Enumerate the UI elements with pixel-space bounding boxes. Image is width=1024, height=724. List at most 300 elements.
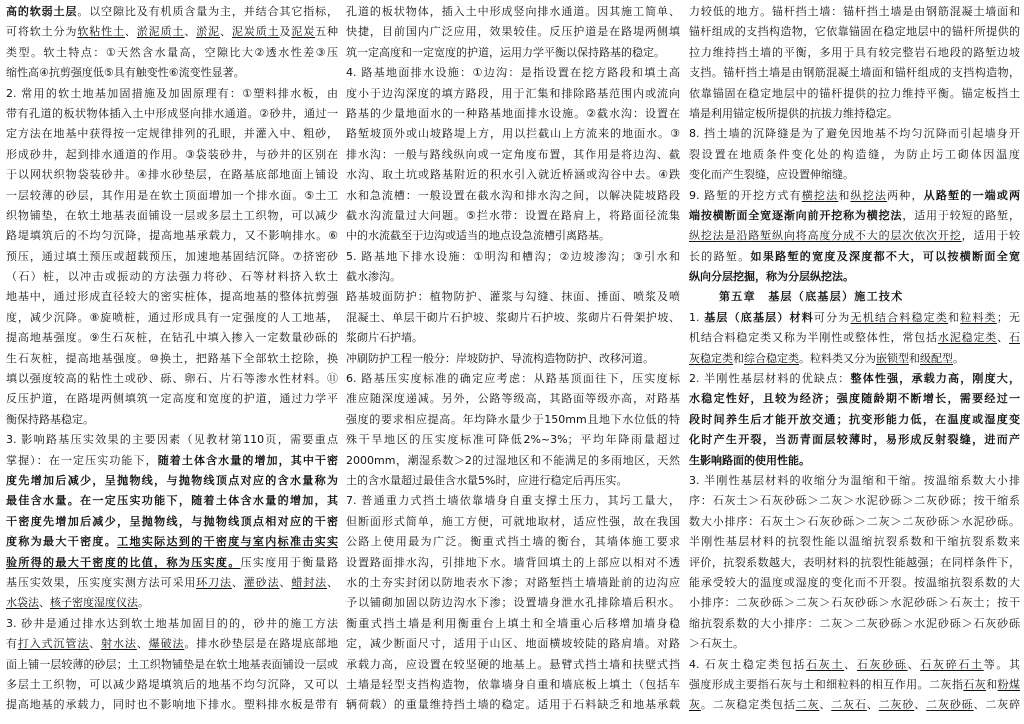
text-run: 3. 半刚性基层材料的收缩分为温缩和干缩。按温缩系数大小排	[689, 473, 1020, 487]
text-line	[689, 532, 1020, 552]
bold-text: 随着土体含水量的增加，其中干密	[157, 453, 338, 467]
text-line	[6, 451, 338, 471]
paragraph	[689, 186, 1020, 288]
text-run: 8. 挡土墙的沉降缝是为了避免因地基不均匀沉降而引起墙身开	[689, 127, 1020, 141]
text-run: 2. 常用的软土地基加固措施及加固原理有：①塑料排水板，由	[6, 86, 338, 100]
text-line	[346, 512, 680, 532]
text-line	[689, 553, 1020, 573]
paragraph	[346, 2, 680, 63]
underlined-text: 淤泥	[196, 25, 221, 39]
paragraph	[346, 369, 680, 491]
underlined-text: 水泥稳定类	[937, 331, 998, 345]
text-line	[346, 593, 680, 613]
text-run: 压实度用于衡量路	[240, 555, 338, 569]
text-line	[6, 512, 338, 532]
paragraph	[346, 63, 680, 247]
text-run: 和	[948, 310, 961, 324]
text-run: 可分为	[813, 310, 851, 324]
bold-text: 基层（底基层）材料	[704, 310, 814, 324]
text-run: 度小于边沟深度的填方路段，用于汇集和排除路基范围内或流向	[346, 86, 680, 100]
bold-text: 度称为最大干密度。	[6, 535, 118, 549]
text-run: 带有孔道的板状物体插入土中形成竖向排水通道。②砂井，通过一	[6, 106, 338, 120]
underlined-text: 粒料类	[960, 310, 997, 324]
paragraph	[689, 655, 1020, 716]
text-line	[346, 308, 680, 328]
text-run: 能承受较大的温度或湿度的变化而不开裂。按温缩抗裂系数的大	[689, 575, 1020, 589]
underlined-text: 综合稳定类	[744, 351, 799, 365]
text-line	[6, 349, 338, 369]
bold-underlined-text: 验所得的最大干密度的比值，称为压实度。	[6, 555, 241, 569]
underlined-text: 石	[1009, 331, 1020, 345]
text-run: 3. 砂井是通过排水达到软土地基加固目的的，砂井的施工方法	[6, 616, 338, 630]
text-line	[689, 491, 1020, 511]
text-line	[346, 614, 680, 634]
paragraph	[346, 247, 680, 288]
text-run: 孔道的板状物体，插入土中形成竖向排水通道。因其施工简单、	[346, 5, 680, 18]
text-run: 织物铺垫，在软土地基表面铺设一层或多层土工织物，可以减少	[6, 208, 338, 222]
text-line	[6, 63, 338, 83]
bold-text: 干密度先增加后减少，呈抛物线，与抛物线顶点相对应的干密	[6, 514, 338, 528]
text-run: 五种	[315, 25, 338, 39]
text-line	[346, 675, 680, 695]
text-run: 强度的要求相应提高。年均降水量少于150mm且地下水位低的特	[346, 412, 680, 426]
text-run: 于以网状织物袋装砂井。④排水砂垫层，在路基底部地面上铺设	[6, 168, 338, 182]
text-run: 、	[136, 637, 149, 651]
text-line	[6, 104, 338, 124]
text-column-middle	[346, 2, 680, 720]
text-run: 5. 路基地下排水设施：①明沟和槽沟；②边坡渗沟；③引水和	[346, 249, 680, 263]
text-run: 和	[838, 188, 851, 202]
text-run: ＞石灰土。	[689, 637, 744, 651]
underlined-text: 灰稳定类	[689, 351, 733, 365]
text-line	[689, 430, 1020, 450]
chapter-heading: 第五章 基层（底基层）施工技术	[719, 290, 904, 304]
text-line	[346, 430, 680, 450]
text-run: 。粒料类又分为	[799, 351, 876, 365]
text-line	[689, 22, 1020, 42]
text-line	[6, 369, 338, 389]
paragraph	[346, 491, 680, 715]
text-line	[689, 410, 1020, 430]
text-run: 、	[39, 596, 50, 610]
text-run: 公路上使用最为广泛。衡重式挡土墙的衡台，其墙体施工要求	[346, 535, 680, 549]
text-line	[689, 389, 1020, 409]
text-run: 衡重式挡土墙是利用衡重台上填土和全墙重心后移增加墙身稳	[346, 616, 680, 630]
text-line	[689, 471, 1020, 491]
text-run: 机结合料稳定类又称为半刚性或整体性，常包括	[689, 331, 938, 345]
paragraph	[6, 614, 338, 716]
text-line	[346, 2, 680, 22]
bold-text: 从路堑的一端或两	[923, 188, 1020, 202]
text-line	[689, 573, 1020, 593]
text-run: 、	[844, 657, 857, 671]
text-line	[689, 206, 1020, 226]
text-line	[6, 491, 338, 511]
text-run: 辆荷载）的重量维持挡土墙的稳定。适用于石料缺乏和地基承载	[346, 698, 680, 712]
text-line	[346, 471, 680, 491]
text-run: 6. 路基压实度标准的确定应考虑：从路基顶面往下，压实度标	[346, 372, 680, 386]
text-line	[346, 287, 680, 307]
text-line	[6, 22, 338, 42]
text-line	[6, 328, 338, 348]
text-run: 墙是利用锚定板所提供的抗拔力维持稳定。	[689, 106, 898, 120]
text-run: 2. 半刚性基层材料的优缺点：	[689, 372, 851, 386]
text-run: 3. 影响路基压实效果的主要因素（见教材第110页，需要重点	[6, 433, 338, 447]
bold-text: 最佳含水量。在一定压实功能下，随着土体含水量的增加，其	[6, 494, 338, 508]
text-line	[6, 614, 338, 634]
text-run: 和	[986, 677, 998, 691]
text-line	[689, 328, 1020, 348]
text-line	[346, 328, 680, 348]
text-line	[6, 124, 338, 144]
text-line	[346, 63, 680, 83]
text-line	[689, 145, 1020, 165]
text-run: 7. 普通重力式挡土墙依靠墙身自重支撑土压力，其圬工量大，	[346, 494, 680, 508]
bold-text: 段时间养生后才能开放交通；抗变形能力低，在温度或湿度变	[689, 412, 1020, 426]
text-run: 截水沟流量过大问题。⑤拦水带：设置在路肩上，将路面径流集	[346, 208, 680, 222]
text-run: 路堑坡顶外或山坡路堤上方，用以拦截山上方流来的地面水。③	[346, 127, 680, 141]
text-line	[346, 267, 680, 287]
text-line	[689, 308, 1020, 328]
text-run: 缩性高④抗剪强度低⑤具有触变性⑥流变性显著。	[6, 66, 245, 80]
text-run: 依靠锚固在稳定地层中的锚杆提供的拉力维持平衡。锚定板挡土	[689, 86, 1020, 100]
text-line	[689, 63, 1020, 83]
text-line	[6, 695, 338, 715]
text-line	[346, 655, 680, 675]
text-line	[6, 573, 338, 593]
text-run: 设置路面排水沟，引排地下水。墙背回填土的上部应以相对不透	[346, 555, 680, 569]
bold-text: 度先增加后减少，呈抛物线，与抛物线顶点对应的含水量称为	[6, 473, 338, 487]
underlined-text: 爆破法	[148, 637, 185, 651]
text-run: 、	[184, 25, 197, 39]
text-line	[689, 124, 1020, 144]
text-run: 2000mm，潮湿系数＞2的过湿地区和不能满足的多雨地区，天然	[346, 453, 680, 467]
text-line	[6, 675, 338, 695]
text-line	[689, 267, 1020, 287]
text-line	[6, 145, 338, 165]
text-run: 填以强度较高的粘性土或砂、砾、卵石、片石等渗水性材料。⑪	[6, 372, 338, 386]
text-column-right	[689, 2, 1020, 720]
text-run: 水的土夯实封闭以防地表水下渗；对路堑挡土墙墙趾前的边沟应	[346, 575, 680, 589]
text-run: 水和急流槽：一般设置在截水沟和排水沟之间，以解决陡坡路段	[346, 188, 680, 202]
text-run: 掌握）：在一定压实功能下，	[6, 453, 158, 467]
underlined-text: 二灰石	[831, 698, 867, 712]
underlined-text: 级配型	[920, 351, 953, 365]
underlined-text: 环刀法	[196, 575, 232, 589]
text-run: 多层土工织物，可以减少路堤填筑后的地基不均匀沉降，又可以	[6, 677, 338, 691]
text-run: 变化而产生裂缝，应设置伸缩缝。	[689, 168, 854, 182]
text-run: 中的水流截至于边沟或适当的地点设急流槽引离路基。	[346, 229, 610, 243]
text-run: 定，减少断面尺寸，适用于山区、地面横坡较陡的路肩墙。对路	[346, 637, 680, 651]
text-run: 。排水砂垫层是在路堤底部地	[184, 637, 338, 651]
text-run: 衡保持路基稳定。	[6, 412, 94, 426]
underlined-text: 石灰碎石土	[920, 657, 984, 671]
text-run: 、	[907, 657, 921, 671]
text-run: 、	[279, 575, 292, 589]
text-run: 拉力维持挡土墙的平衡，多用于具有较完整岩石地段的路堑边坡	[689, 45, 1020, 59]
text-line	[6, 593, 338, 613]
text-run: 排水沟：一般与路线纵向或一定角度布置，其作用是将边沟、截	[346, 147, 680, 161]
text-run: 强度形成主要指石灰与土和细粒料的相互作用。二灰指	[689, 677, 964, 691]
text-line	[346, 145, 680, 165]
text-run: 预压，通过填土预压或超载预压，加速地基固结沉降。⑦挤密砂	[6, 249, 338, 263]
text-run: 、二灰碎	[973, 698, 1020, 712]
text-run: 浆砌片石护墙。	[346, 331, 423, 345]
text-run: 、	[819, 698, 832, 712]
underlined-text: 灰	[689, 698, 701, 712]
text-line	[346, 43, 680, 63]
bold-text: 如果路堑的宽度及深度都不大，可以按横断面全宽	[750, 249, 1020, 263]
text-run: 。二灰稳定类包括	[700, 698, 796, 712]
text-run: 两种，	[887, 188, 924, 202]
underlined-text: 打入式沉管法	[17, 637, 90, 651]
text-line	[346, 491, 680, 511]
text-run: 冲刷防护工程一般分：岸坡防护、导流构造物防护、改移河道。	[346, 351, 654, 365]
text-line	[346, 186, 680, 206]
text-line	[689, 104, 1020, 124]
text-line	[346, 634, 680, 654]
text-line	[6, 410, 338, 430]
bold-text: 高的软弱土层	[6, 5, 78, 18]
text-run: 支挡。锚杆挡土墙是由钢筋混凝土墙面和锚杆组成的支挡构造物，	[689, 66, 1020, 80]
underlined-text: 纵挖法	[850, 188, 888, 202]
text-run: 4. 石灰土稳定类包括	[689, 657, 807, 671]
text-column-left	[6, 2, 338, 720]
text-line	[346, 695, 680, 715]
text-run: 及	[279, 25, 292, 39]
paragraph	[346, 287, 680, 348]
underlined-text: 泥炭	[291, 25, 316, 39]
text-run: 路基坡面防护：植物防护、灌浆与勾缝、抹面、捶面、喷浆及喷	[346, 290, 680, 304]
text-line	[346, 84, 680, 104]
paragraph	[689, 369, 1020, 471]
text-line	[346, 206, 680, 226]
text-run: 半刚性基层材料的抗裂性能以温缩抗裂系数和干缩抗裂系数来	[689, 535, 1020, 549]
text-run: 有	[6, 637, 18, 651]
text-line	[6, 553, 338, 573]
bold-text: 化时产生开裂，当沥青面层较薄时，易形成反射裂缝，进而产	[689, 433, 1020, 447]
text-run: 、	[327, 575, 338, 589]
text-line	[346, 124, 680, 144]
text-run: ；无	[996, 310, 1020, 324]
underlined-text: 水袋法	[6, 596, 39, 610]
text-run: 小排序：二灰砂砾＞二灰＞石灰砂砾＞水泥砂砾＞石灰土；按干	[689, 596, 1020, 610]
text-line	[689, 43, 1020, 63]
text-run: 水沟、取土坑或路基附近的积水引入就近桥涵或沟谷中去。④跌	[346, 168, 680, 182]
bold-text: 纵向分层挖掘，称为分层纵挖法。	[689, 270, 854, 284]
paragraph	[6, 84, 338, 431]
text-line	[6, 247, 338, 267]
text-run: 、	[89, 637, 102, 651]
text-line	[689, 634, 1020, 654]
text-run: 、	[914, 698, 927, 712]
bold-text: 生影响路面的使用性能。	[689, 453, 810, 467]
text-run: 提高地基的承载力，同时也不影响地下排水。塑料排水板是带有	[6, 698, 338, 712]
text-line	[689, 655, 1020, 675]
text-run: 但断面形式简单，施工方便，可就地取材，适应性强，故在我国	[346, 514, 680, 528]
text-run: 基压实效果，压实度实测方法可采用	[6, 575, 197, 589]
underlined-text: 二灰	[795, 698, 820, 712]
text-run: 快捷，目前国内广泛应用，效果较佳。反压护道是在路堤两侧填	[346, 25, 680, 39]
text-run: 长的路堑。	[689, 249, 751, 263]
text-run: 1.	[689, 310, 705, 324]
text-line	[6, 84, 338, 104]
text-run: ，适用于较	[961, 229, 1020, 243]
text-line	[6, 532, 338, 552]
text-run: 一层较薄的砂层，其作用是在软土顶面增加一个排水面。⑤土工	[6, 188, 338, 202]
text-line	[689, 247, 1020, 267]
text-run: 和	[733, 351, 744, 365]
paragraph	[689, 308, 1020, 369]
underlined-text: 核子密度湿度仪法	[50, 596, 138, 610]
text-line	[6, 287, 338, 307]
bold-text: 水稳定性好，且较为经济；强度随龄期不断增长，需要经过一	[689, 392, 1020, 406]
text-line	[689, 84, 1020, 104]
underlined-text: 软粘性土	[77, 25, 125, 39]
text-run: 生石灰桩，提高地基强度。⑩换土，把路基下全部软土挖除，换	[6, 351, 338, 365]
text-line	[346, 247, 680, 267]
text-run: ，适用于较短的路堑，	[902, 208, 1020, 222]
text-run: 、	[231, 575, 244, 589]
text-run: 准应随深度递减。另外，公路等级高，其路面等级亦高，对路基	[346, 392, 680, 406]
text-line	[689, 695, 1020, 715]
text-line	[689, 226, 1020, 246]
underlined-text: 石灰土	[806, 657, 845, 671]
underlined-text: 射水法	[101, 637, 137, 651]
text-run: 锚杆组成的支挡构造物，它依靠锚固在稳定地层中的锚杆所提供的	[689, 25, 1020, 39]
text-run: 4. 路基地面排水设施：①边沟：是指设置在挖方路段和填土高	[346, 66, 680, 80]
text-line	[689, 675, 1020, 695]
underlined-text: 无机结合料稳定类	[850, 310, 949, 324]
text-run: 承载力高，应设置在较坚硬的地基上。悬臂式挡土墙和扶壁式挡	[346, 657, 680, 671]
text-line	[346, 553, 680, 573]
text-run: 土墙是轻型支挡构造物，依靠墙身自重和墙底板上填土（包括车	[346, 677, 680, 691]
text-line	[346, 22, 680, 42]
text-line	[689, 165, 1020, 185]
text-line	[6, 471, 338, 491]
bold-underlined-text: 工地实际达到的干密度与室内标准击实实	[117, 535, 338, 549]
text-line	[346, 369, 680, 389]
text-run: 。	[138, 596, 149, 610]
text-run: 土的含水量超过最佳含水量5%时，应进行稳定后再压实。	[346, 473, 628, 487]
underlined-text: 石灰砂砾	[856, 657, 908, 671]
text-line	[346, 226, 680, 246]
underlined-text: 灌砂法	[243, 575, 280, 589]
text-run: 、	[124, 25, 137, 39]
text-line	[346, 573, 680, 593]
underlined-text: 粉煤	[997, 677, 1020, 691]
underlined-text: 泥炭质土	[231, 25, 280, 39]
text-line	[689, 593, 1020, 613]
text-line	[6, 206, 338, 226]
underlined-text: 二灰砂砾	[926, 698, 974, 712]
paragraph	[346, 349, 680, 369]
text-run: 和	[909, 351, 920, 365]
text-line	[6, 267, 338, 287]
text-run: 可将软土分为	[6, 25, 78, 39]
text-line	[346, 349, 680, 369]
text-run: 缩抗裂系数的大小排序：二灰＞二灰砂砾＞水泥砂砾＞石灰砂砾	[689, 616, 1020, 630]
text-line	[6, 308, 338, 328]
text-line	[6, 2, 338, 22]
text-line	[6, 634, 338, 654]
text-run: 定方法在地基中获得按一定规律排列的孔眼，并灌入中、粗砂，	[6, 127, 338, 141]
text-run: 度，减少沉降。⑧旋喷桩，通过形成具有一定强度的人工地基，	[6, 310, 338, 324]
text-line	[689, 369, 1020, 389]
text-run: 类型。软土特点：①天然含水量高，空隙比大②透水性差③压	[6, 45, 338, 59]
text-run: 评价，抗裂系数越大，表明材料的抗裂性能越强；在同样条件下，	[689, 555, 1020, 569]
text-run: 截水渗沟。	[346, 270, 401, 284]
underlined-text: 蜡封法	[291, 575, 328, 589]
text-run: 路基的少量地面水的一种路基地面排水设施。②截水沟：设置在	[346, 106, 680, 120]
bold-text: 整体性强，承载力高，刚度大，	[850, 372, 1020, 386]
text-line	[689, 349, 1020, 369]
text-line	[346, 104, 680, 124]
text-line	[6, 430, 338, 450]
text-run: 裂设置在地质条件变化处的构造缝，为防止圬工砌体因温度	[689, 147, 1020, 161]
text-run: 9. 路堑的开挖方式有	[689, 188, 802, 202]
text-run: 路堤填筑后的不均匀沉降，提高地基承载力，又不影响排水。⑥	[6, 229, 338, 243]
text-line	[689, 614, 1020, 634]
text-line	[689, 2, 1020, 22]
text-line	[6, 655, 338, 675]
underlined-text: 淤泥质土	[136, 25, 185, 39]
text-line	[689, 186, 1020, 206]
text-line	[6, 165, 338, 185]
underlined-text: 石灰	[963, 677, 987, 691]
text-run: 。以空隙比及有机质含量为主，并结合其它指标，	[77, 5, 338, 18]
text-line	[689, 512, 1020, 532]
text-run: 数大小排序：石灰土＞石灰砂砾＞二灰＞二灰砂砾＞水泥砂砾。	[689, 514, 1020, 528]
underlined-text: 横挖法	[801, 188, 839, 202]
text-run: 、	[997, 331, 1010, 345]
text-run: 等。其	[983, 657, 1020, 671]
text-run: 地基中，通过形成直径较大的密实桩体，提高地基的整体抗剪强	[6, 290, 338, 304]
text-run: 。	[953, 351, 964, 365]
text-line	[6, 186, 338, 206]
text-run: 面上铺一层较薄的砂层；土工织物铺垫是在软土地基表面铺设一层或	[6, 657, 338, 671]
paragraph	[689, 471, 1020, 655]
text-line	[6, 226, 338, 246]
text-run: 提高地基强度。⑨生石灰桩，在钻孔中填入掺入一定数量砂砾的	[6, 331, 338, 345]
text-line	[6, 43, 338, 63]
text-run: 形成砂井，起到排水通道的作用。③袋装砂井，与砂井的区别在	[6, 147, 338, 161]
text-line	[346, 410, 680, 430]
text-run: 予以铺砌加固以防边沟水下渗；设置墙身泄水孔排除墙后积水。	[346, 596, 680, 610]
text-line	[689, 451, 1020, 471]
text-line	[346, 451, 680, 471]
paragraph	[6, 430, 338, 614]
paragraph	[689, 124, 1020, 185]
text-line	[346, 532, 680, 552]
text-run: 、	[220, 25, 232, 39]
text-run: 、	[866, 698, 879, 712]
underlined-text: 纵挖法是沿路堑纵向将高度分成不大的层次依次开挖	[689, 229, 962, 243]
text-line	[346, 389, 680, 409]
text-line	[6, 389, 338, 409]
underlined-text: 嵌锁型	[876, 351, 909, 365]
text-run: 反压护道，在路堤两侧填筑一定高度和宽度的护道，通过力学平	[6, 392, 338, 406]
underlined-text: 二灰砂	[878, 698, 915, 712]
text-run: 序：石灰土＞石灰砂砾＞二灰＞水泥砂砾＞二灰砂砾；按干缩系	[689, 494, 1020, 508]
text-run: 筑一定高度和一定宽度的护道，运用力学平衡以保持路基的稳定。	[346, 45, 665, 59]
text-line	[346, 165, 680, 185]
text-run: （石）桩，以冲击或振动的方法强力将砂、石等材料挤入软土	[6, 270, 338, 284]
bold-text: 端按横断面全宽逐渐向前开挖称为横挖法	[689, 208, 903, 222]
paragraph	[689, 2, 1020, 124]
text-run: 混凝土、单层干砌片石护坡、浆砌片石护坡、浆砌片石骨架护坡、	[346, 310, 680, 324]
text-run: 力较低的地方。锚杆挡土墙：锚杆挡土墙是由钢筋混凝土墙面和	[689, 5, 1020, 18]
